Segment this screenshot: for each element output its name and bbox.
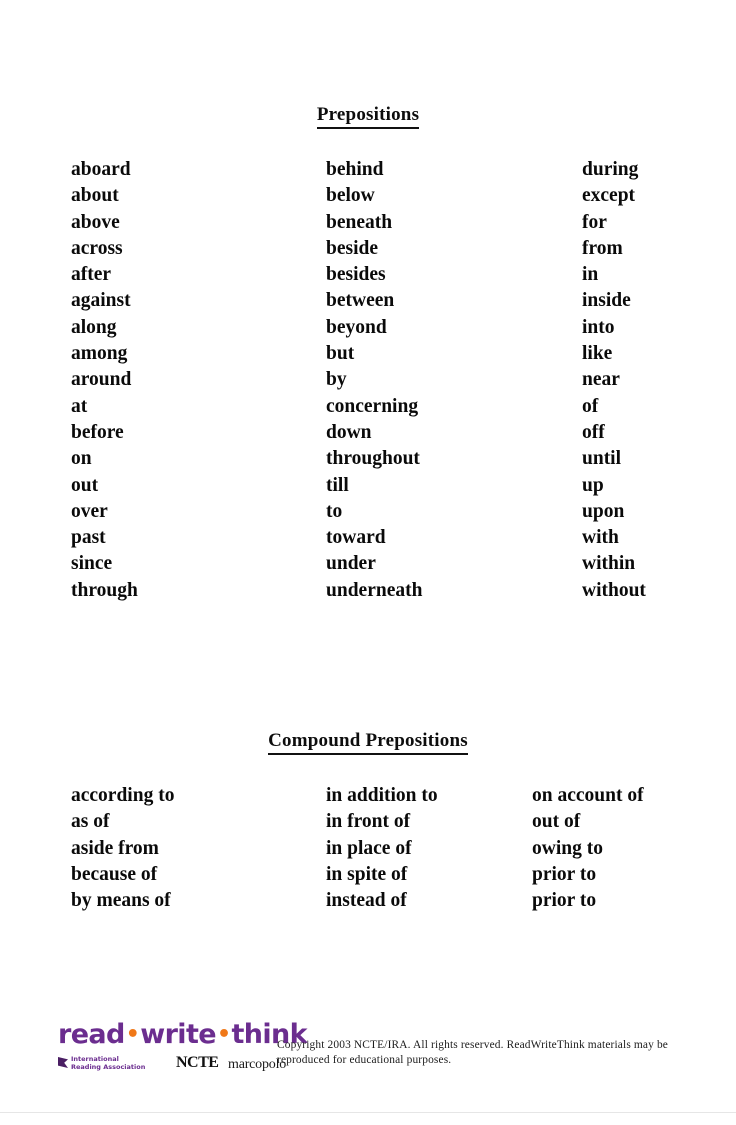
list-item: because of — [71, 863, 158, 885]
list-item: beneath — [326, 211, 393, 233]
list-item: in addition to — [326, 785, 438, 806]
list-item: prior to — [532, 890, 597, 912]
list-item: beyond — [326, 316, 387, 338]
list-item: for — [582, 211, 607, 233]
ira-line-1: International — [71, 1055, 119, 1063]
list-item: off — [582, 421, 605, 443]
list-item: behind — [326, 159, 384, 180]
list-item: up — [582, 474, 604, 496]
list-item: underneath — [326, 579, 423, 601]
list-item: to — [326, 500, 343, 522]
list-item: among — [71, 343, 128, 365]
compound-prepositions-heading-text: Compound Prepositions — [268, 730, 468, 755]
list-item: above — [71, 211, 120, 233]
ira-bookmark-icon — [58, 1057, 68, 1068]
list-item: like — [582, 343, 613, 365]
list-item: until — [582, 448, 622, 470]
list-item: against — [71, 290, 131, 312]
list-item: prior to — [532, 863, 597, 885]
list-item: after — [71, 264, 112, 286]
list-item: toward — [326, 527, 386, 549]
list-item: past — [71, 527, 106, 549]
ncte-logo: NCTE — [176, 1054, 219, 1071]
list-item: during — [582, 159, 639, 180]
list-item: without — [582, 579, 646, 601]
list-item: out — [71, 474, 99, 496]
list-item: in — [582, 264, 599, 286]
list-item: owing to — [532, 837, 603, 859]
list-item: across — [71, 237, 123, 259]
list-item: inside — [582, 290, 631, 312]
readwritethink-logo — [58, 1019, 308, 1077]
list-item: over — [71, 500, 108, 522]
list-item: but — [326, 343, 355, 365]
list-item: aboard — [71, 159, 131, 180]
list-item: down — [326, 421, 372, 443]
list-item: since — [71, 553, 113, 575]
list-item: till — [326, 474, 349, 496]
compound-column-1 — [71, 783, 174, 914]
list-item: on account of — [532, 785, 644, 806]
list-item: throughout — [326, 448, 420, 470]
list-item: about — [71, 185, 119, 207]
list-item: below — [326, 185, 375, 207]
list-item: according to — [71, 785, 175, 806]
list-item: beside — [326, 237, 379, 259]
list-item: before — [71, 421, 124, 443]
page-title-compound-prepositions — [0, 730, 736, 755]
list-item: from — [582, 237, 623, 259]
prepositions-column-2 — [326, 157, 422, 604]
page-bottom-divider — [0, 1112, 736, 1113]
prepositions-heading-text: Prepositions — [317, 104, 419, 129]
list-item: in spite of — [326, 863, 408, 885]
list-item: besides — [326, 264, 386, 286]
list-item: instead of — [326, 890, 407, 912]
list-item: out of — [532, 811, 581, 833]
list-item: within — [582, 553, 636, 575]
logo-word-read: read — [58, 1019, 125, 1050]
list-item: into — [582, 316, 615, 338]
list-item: upon — [582, 500, 625, 522]
list-item: except — [582, 185, 636, 207]
list-item: at — [71, 395, 88, 417]
readwritethink-wordmark — [58, 1019, 308, 1050]
page-footer — [0, 1012, 736, 1092]
page-title-prepositions — [0, 104, 736, 129]
logo-word-think: think — [231, 1019, 308, 1050]
list-item: along — [71, 316, 117, 338]
list-item: as of — [71, 811, 110, 833]
marcopolo-logo: marcopolo — [228, 1057, 287, 1072]
list-item: of — [582, 395, 599, 417]
list-item: near — [582, 369, 620, 391]
list-item: aside from — [71, 837, 159, 859]
list-item: under — [326, 553, 376, 575]
list-item: through — [71, 579, 138, 601]
list-item: in place of — [326, 837, 412, 859]
list-item: between — [326, 290, 395, 312]
copyright-notice: Copyright 2003 NCTE/IRA. All rights reserved. ReadWriteThink materials may be reproduced for educational purposes. — [277, 1039, 669, 1066]
list-item: in front of — [326, 811, 411, 833]
bullet-dot-icon: • — [216, 1022, 231, 1047]
bullet-dot-icon: • — [125, 1022, 140, 1047]
compound-column-2 — [326, 783, 438, 914]
prepositions-column-3 — [582, 157, 646, 604]
list-item: by means of — [71, 890, 171, 912]
ira-line-2: Reading Association — [71, 1062, 146, 1071]
compound-column-3 — [532, 783, 644, 914]
partner-logos-row — [58, 1053, 287, 1077]
list-item: by — [326, 369, 347, 391]
list-item: around — [71, 369, 132, 391]
list-item: with — [582, 527, 619, 549]
international-reading-association-logo — [58, 1056, 168, 1071]
list-item: concerning — [326, 395, 419, 417]
prepositions-column-1 — [71, 157, 138, 604]
list-item: on — [71, 448, 92, 470]
logo-word-write: write — [140, 1019, 216, 1050]
